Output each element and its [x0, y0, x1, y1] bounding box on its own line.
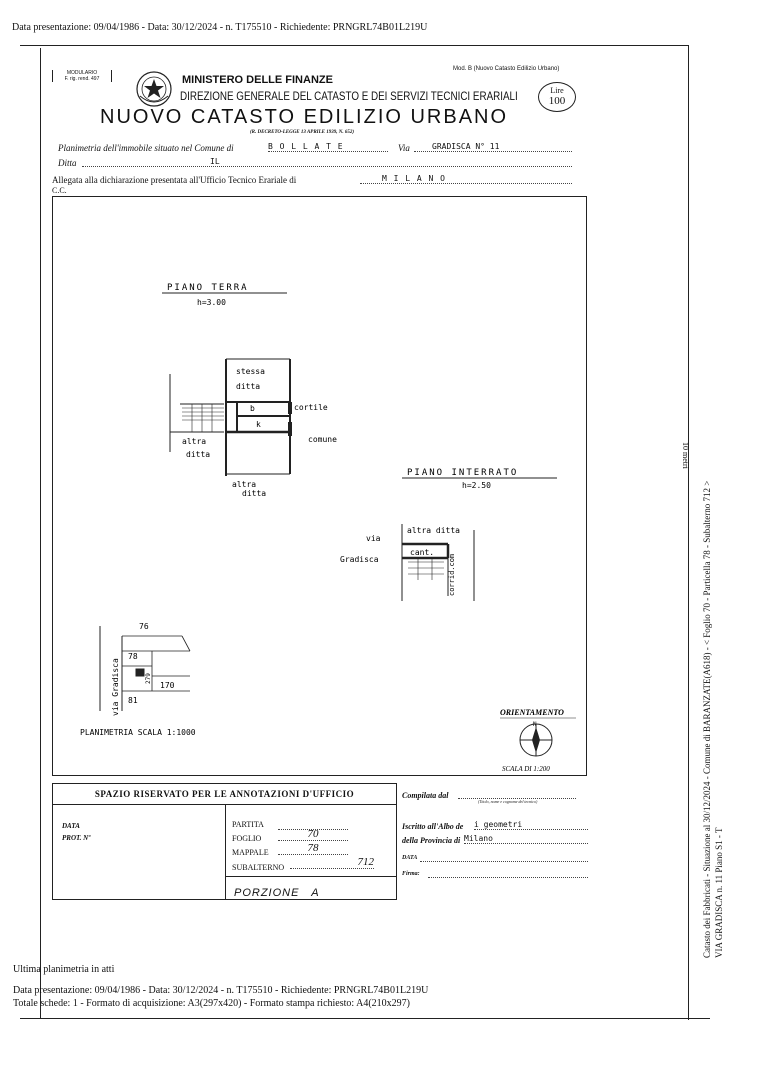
map-170: 170	[160, 681, 175, 690]
mod-label: Mod. B (Nuovo Catasto Edilizio Urbano)	[453, 66, 560, 72]
top-border	[20, 45, 688, 46]
subalterno-label: SUBALTERNO	[232, 863, 285, 872]
foglio-value: 70	[278, 828, 348, 841]
subalterno-value: 712	[290, 856, 374, 869]
right-border	[688, 45, 689, 1020]
lire-stamp	[538, 82, 576, 112]
footer-line1: Data presentazione: 09/04/1986 - Data: 30/12/2024 - n. T175510 - Richiedente: PRNGRL74B01L219U	[13, 985, 429, 996]
floor-plan-drawing	[52, 196, 587, 776]
footer-line2: Totale schede: 1 - Formato di acquisizione: A3(297x420) - Formato stampa richiesto: A4(210x297)	[13, 998, 410, 1009]
map-81: 81	[128, 696, 138, 705]
ditta-value: IL	[82, 157, 572, 167]
orientamento-label: ORIENTAMENTO	[500, 708, 564, 717]
piano-terra-title: PIANO TERRA	[167, 283, 249, 293]
office-row-line	[225, 876, 397, 877]
label-ditta-2: ditta	[242, 489, 267, 498]
compilata-label: Compilata dal	[402, 791, 449, 800]
map-via-gradisca: via Gradisca	[111, 658, 120, 716]
ditta-label: Ditta	[58, 158, 77, 168]
label-cant: cant.	[410, 548, 435, 557]
basement-plan	[402, 524, 474, 601]
label-k: k	[256, 420, 261, 429]
foglio-label: FOGLIO	[232, 834, 262, 843]
label-stessa: stessa	[236, 367, 265, 376]
firma-label: Firma:	[402, 871, 420, 877]
modulario-box	[52, 70, 112, 82]
scala-label: SCALA DI 1:200	[502, 765, 550, 773]
side-text-2: VIA GRADISCA n. 11 Piano S1 - T	[714, 827, 724, 958]
direction-label: DIREZIONE GENERALE DEL CATASTO E DEI SERVIZI TECNICI ERARIALI	[180, 89, 518, 103]
label-ditta-a: ditta	[236, 382, 261, 391]
label-gradisca: Gradisca	[340, 555, 379, 564]
emblem-icon	[134, 68, 174, 110]
h-terra: h=3.00	[197, 298, 226, 307]
provincia-value: Milano	[464, 834, 588, 844]
porzione-label: PORZIONE A	[234, 887, 320, 899]
planimetria-label: Planimetria dell'immobile situato nel Comune di	[58, 143, 234, 153]
piano-interrato-title: PIANO INTERRATO	[407, 468, 519, 478]
iscritto-label: Iscritto all'Albo de	[402, 822, 464, 831]
office-data-label: DATA	[62, 822, 80, 830]
bottom-border	[20, 1018, 710, 1019]
north-label: N	[533, 721, 537, 728]
label-ditta-1: ditta	[186, 450, 211, 459]
ministry-label: MINISTERO DELLE FINANZE	[182, 74, 333, 86]
side-text-1: Catasto dei Fabbricati - Situazione al 30/12/2024 - Comune di BARANZATE(A618) - < Foglio 70 - Particella 78 - Subalterno 712 >	[702, 480, 712, 958]
data2-line	[420, 860, 588, 862]
map-78: 78	[128, 652, 138, 661]
map-76: 76	[139, 622, 149, 631]
ufficio-value: M I L A N O	[360, 174, 572, 184]
iscritto-value: i geometri	[474, 820, 588, 830]
top-header: Data presentazione: 09/04/1986 - Data: 30/12/2024 - n. T175510 - Richiedente: PRNGRL74B01L219U	[12, 22, 428, 33]
via-label: Via	[398, 143, 410, 153]
office-prot-label: PROT. Nº	[62, 834, 91, 842]
data2-label: DATA	[402, 855, 418, 861]
scala-planimetria: PLANIMETRIA SCALA 1:1000	[80, 728, 196, 737]
decree-label: (R. DECRETO-LEGGE 13 APRILE 1939, N. 652)	[250, 130, 355, 135]
modulario-line2: F. rig. rend. 497	[64, 76, 100, 82]
lire-value: 100	[548, 95, 566, 107]
mappale-label: MAPPALE	[232, 848, 269, 857]
office-title: SPAZIO RISERVATO PER LE ANNOTAZIONI D'UFFICIO	[52, 783, 397, 805]
mappale-value: 78	[278, 842, 348, 855]
form-title: NUOVO CATASTO EDILIZIO URBANO	[100, 106, 509, 128]
map-279: 279	[145, 673, 152, 684]
label-comune: comune	[308, 435, 337, 444]
cc-label: C.C.	[52, 186, 67, 195]
label-b: b	[250, 404, 255, 413]
comune-value: B O L L A T E	[268, 142, 388, 152]
label-via: via	[366, 534, 381, 543]
h-interrato: h=2.50	[462, 481, 491, 490]
partita-label: PARTITA	[232, 820, 264, 829]
firma-line	[428, 876, 588, 878]
office-divider	[225, 805, 226, 900]
label-altra-ditta: altra ditta	[407, 526, 460, 535]
via-value: GRADISCA N° 11	[414, 142, 572, 152]
provincia-label: della Provincia di	[402, 836, 461, 845]
label-altra-1: altra	[182, 437, 207, 446]
label-corrid: corrid.com	[448, 553, 456, 596]
allegata-label: Allegata alla dichiarazione presentata all'Ufficio Tecnico Erariale di	[52, 175, 297, 185]
left-border	[40, 48, 41, 1018]
compilata-note: (Titolo, nome e cognome del tecnico)	[478, 799, 538, 804]
label-altra-2: altra	[232, 480, 257, 489]
lire-label: Lire	[550, 86, 564, 95]
footer-ultima: Ultima planimetria in atti	[13, 964, 115, 975]
compass-icon	[520, 724, 552, 756]
side-small: 10 metri	[681, 442, 690, 469]
label-cortile: cortile	[294, 403, 328, 412]
modulario-line1: MODULARIO	[66, 70, 98, 76]
